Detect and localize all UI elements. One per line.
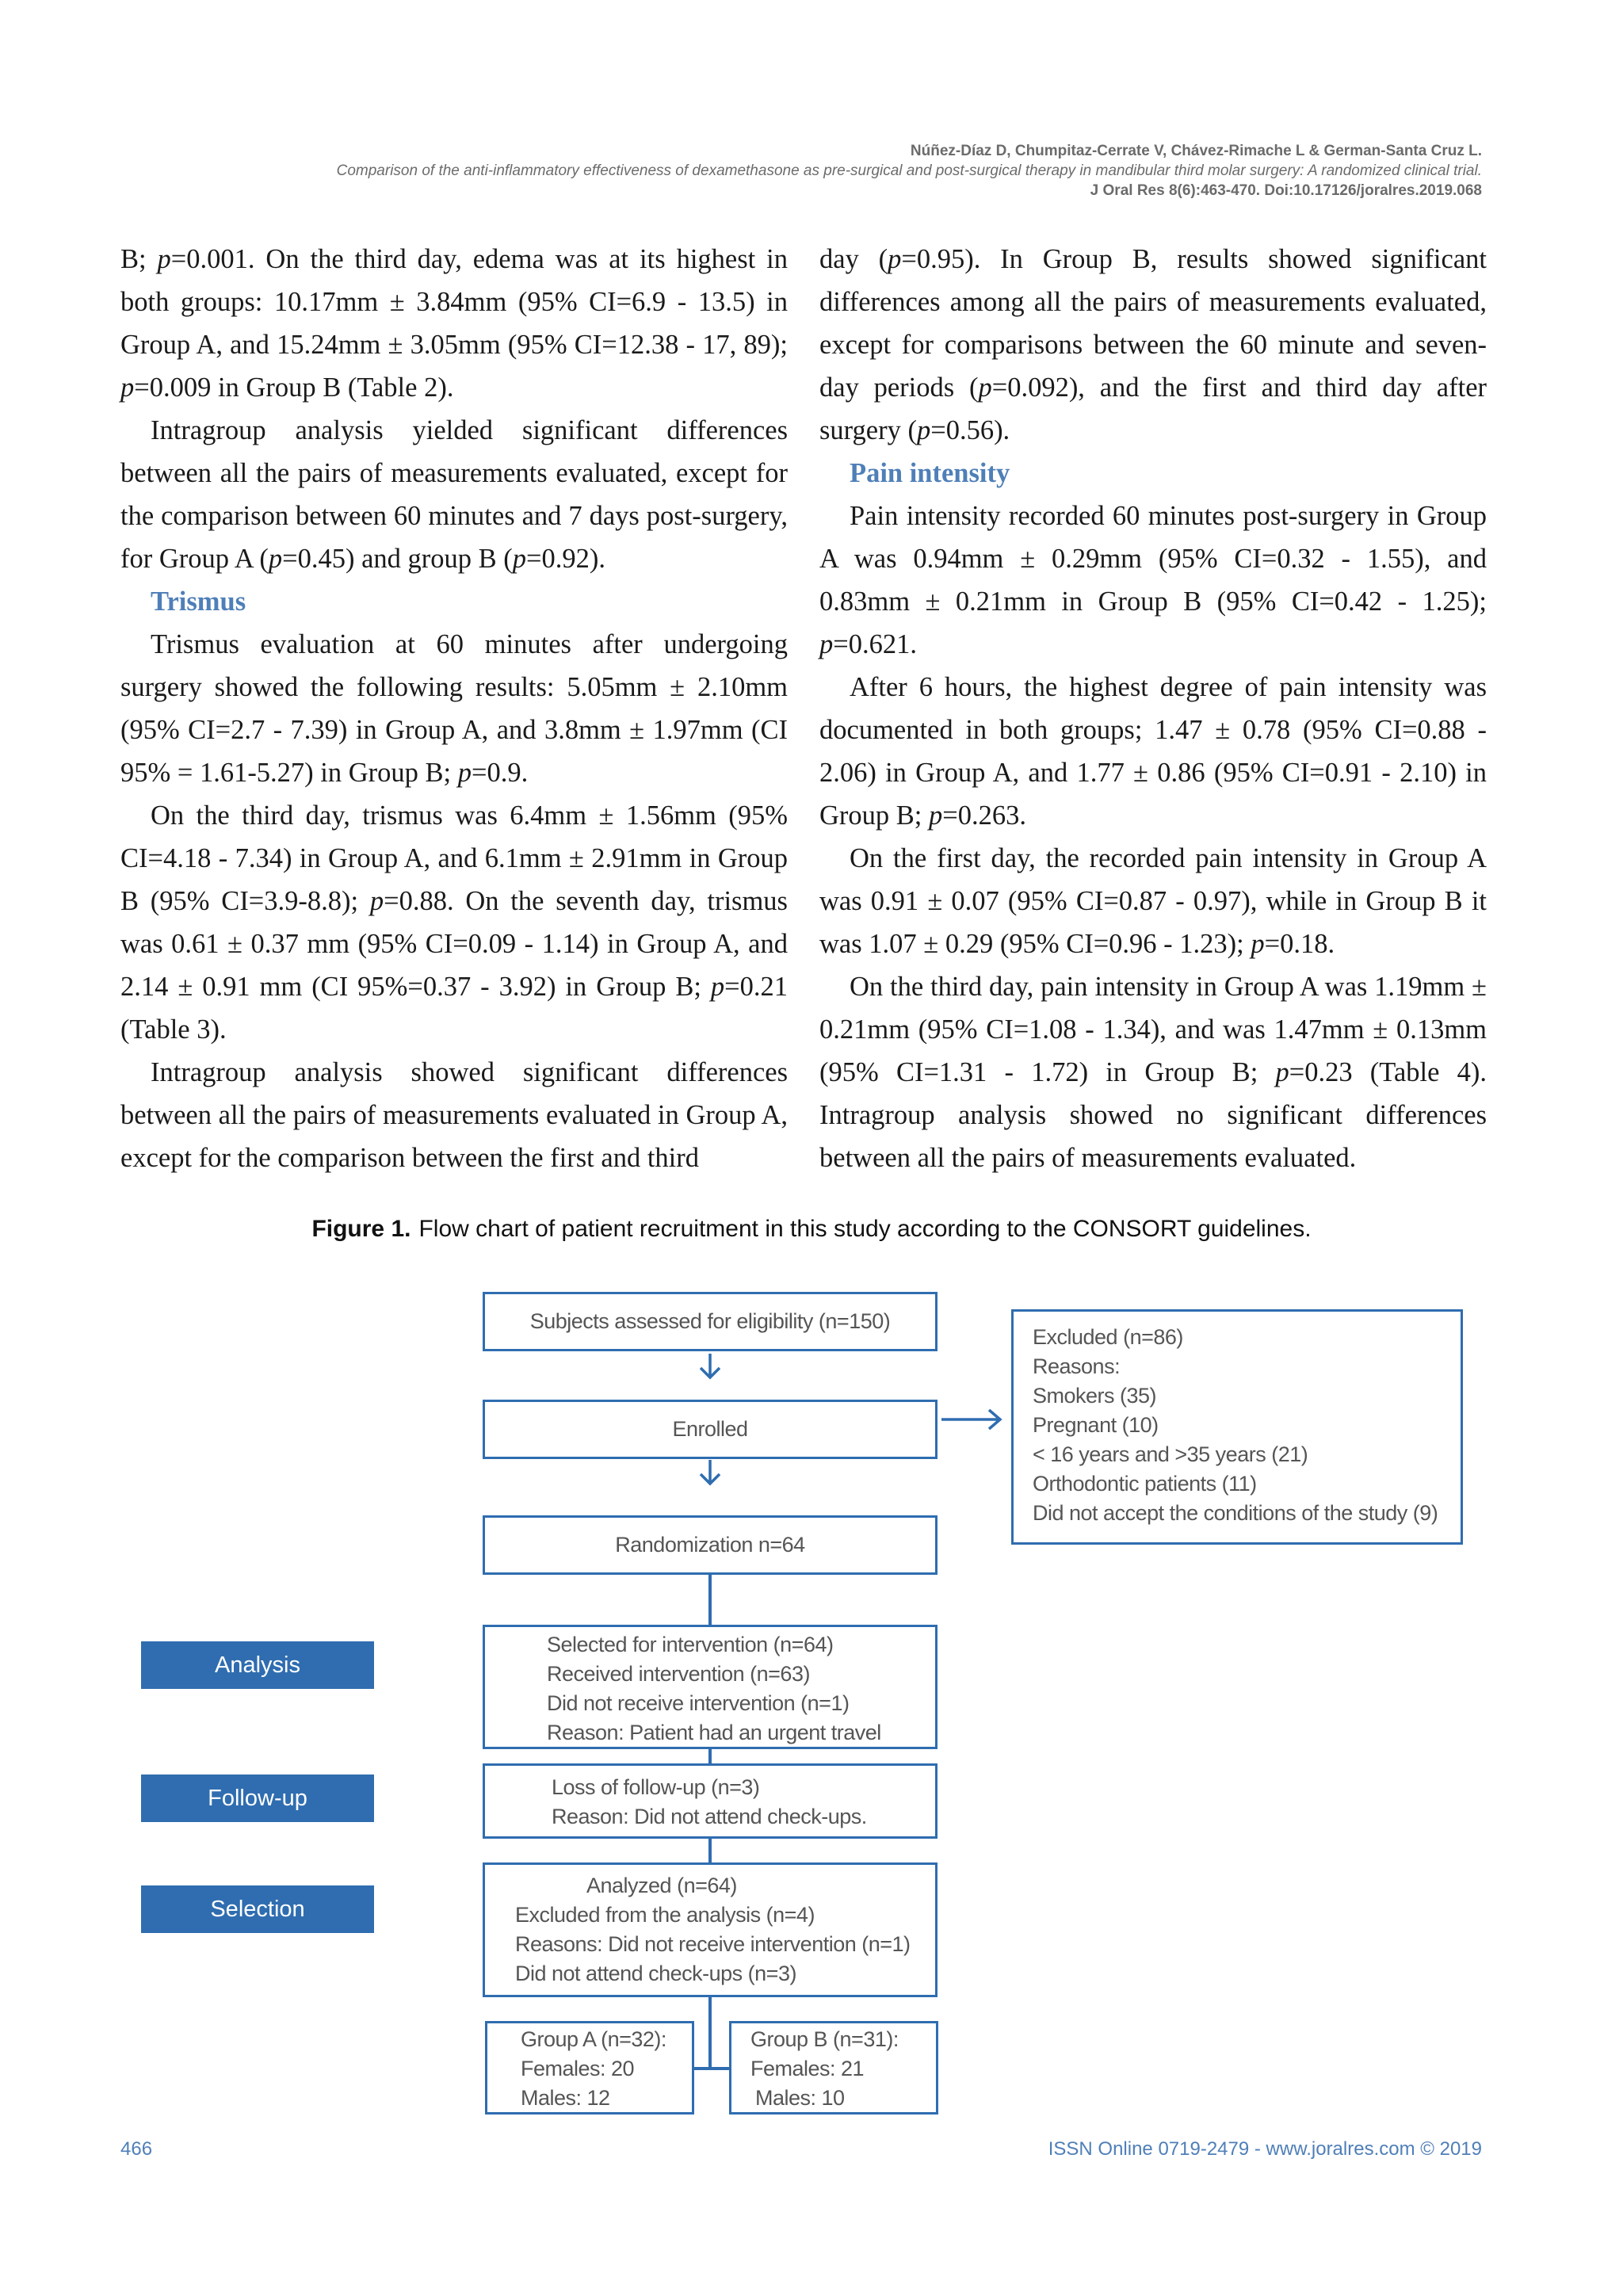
paragraph: After 6 hours, the highest degree of pain intensity was documented in both groups; 1.47 ± 0.78 (95% CI=0.88 - 2.06) in Group A, and 1.77 ± 0.86 (95% CI=0.91 - 2.10) in Group B; p=0.263. [819,672,1487,831]
followup-line: Loss of follow-up (n=3) [552,1775,760,1799]
group-a-line: Males: 12 [521,2086,610,2110]
right-column [819,238,1487,1179]
paragraph: Trismus evaluation at 60 minutes after undergoing surgery showed the following results: 5.05mm ± 2.10mm (95% CI=2.7 - 7.39) in Group A, and 3.8mm ± 1.97mm (CI 95% = 1.61-5.27) in Group B; p=0.9. [120,629,788,788]
connector-line [708,1996,712,2070]
left-column [120,238,788,1179]
group-b-line: Females: 21 [750,2057,865,2080]
figure-label: Figure 1. [311,1216,411,1242]
followup-line: Reason: Did not attend check-ups. [552,1805,867,1828]
excluded-line: Pregnant (10) [1033,1413,1159,1437]
figure-caption [0,1216,1623,1243]
box-group-b [729,2021,938,2115]
box-enrolled: Enrolled [483,1400,938,1459]
intervention-line: Did not receive intervention (n=1) [547,1691,850,1715]
group-a-line: Group A (n=32): [521,2027,666,2051]
excluded-line: Reasons: [1033,1354,1121,1378]
page-number: 466 [120,2138,153,2160]
intervention-line: Reason: Patient had an urgent travel [547,1721,881,1744]
side-label-follow-up: Follow-up [141,1775,374,1822]
side-label-selection: Selection [141,1885,374,1933]
excluded-line: Did not accept the conditions of the study (9) [1033,1501,1438,1525]
excluded-line: Smokers (35) [1033,1384,1157,1408]
box-randomization: Randomization n=64 [483,1515,938,1575]
figure-caption-text: Flow chart of patient recruitment in this study according to the CONSORT guidelines. [418,1216,1312,1242]
group-a-line: Females: 20 [521,2057,635,2080]
box-group-a [485,2021,694,2115]
paragraph: On the third day, pain intensity in Group A was 1.19mm ± 0.21mm (95% CI=1.08 - 1.34), and was 1.47mm ± 0.13mm (95% CI=1.31 - 1.72) in Group B; p=0.23 (Table 4). Intragroup analysis showed no significant differences between all the pairs of measurements evaluated. [819,972,1487,1173]
paragraph: On the third day, trismus was 6.4mm ± 1.56mm (95% CI=4.18 - 7.34) in Group A, and 6.1mm ± 2.91mm in Group B (95% CI=3.9-8.8); p=0.88. On the seventh day, trismus was 0.61 ± 0.37 mm (95% CI=0.09 - 1.14) in Group A, and 2.14 ± 0.91 mm (CI 95%=0.37 - 3.92) in Group B; p=0.21 (Table 3). [120,800,788,1045]
analyzed-line: Did not attend check-ups (n=3) [515,1962,796,1985]
header-citation: J Oral Res 8(6):463-470. Doi:10.17126/joralres.2019.068 [1090,182,1482,199]
analyzed-line: Excluded from the analysis (n=4) [515,1903,815,1927]
arrow-right-icon [938,1408,1005,1431]
excluded-line: < 16 years and >35 years (21) [1033,1442,1308,1466]
paragraph: Pain intensity recorded 60 minutes post-surgery in Group A was 0.94mm ± 0.29mm (95% CI=0.32 - 1.55), and 0.83mm ± 0.21mm in Group B (95% CI=0.42 - 1.25); p=0.621. [819,501,1487,659]
section-heading-trismus: Trismus [151,586,246,617]
paragraph: Intragroup analysis showed significant differences between all the pairs of measurements evaluated in Group A, except for the comparison between the first and third [120,1057,788,1173]
box-intervention [483,1625,938,1749]
analyzed-line: Analyzed (n=64) [586,1874,737,1897]
paragraph: day (p=0.95). In Group B, results showed significant differences among all the pairs of measurements evaluated, except for comparisons between the 60 minute and seven-day periods (p=0.092), and the first and third day after surgery (p=0.56). [819,244,1487,445]
arrow-down-icon [694,1350,726,1382]
box-follow-up [483,1763,938,1839]
box-analyzed [483,1862,938,1997]
section-heading-pain-intensity: Pain intensity [850,458,1010,488]
excluded-line: Excluded (n=86) [1033,1325,1183,1349]
box-assessed-eligibility: Subjects assessed for eligibility (n=150) [483,1292,938,1351]
side-label-analysis: Analysis [141,1641,374,1689]
paragraph: On the first day, the recorded pain intensity in Group A was 0.91 ± 0.07 (95% CI=0.87 - 0.97), while in Group B it was 1.07 ± 0.29 (95% CI=0.96 - 1.23); p=0.18. [819,843,1487,959]
header-subtitle: Comparison of the anti-inflammatory effectiveness of dexamethasone as pre-surgical and post-surgical therapy in mandibular third molar surgery: A randomized clinical trial. [336,162,1482,179]
paragraph: B; p=0.001. On the third day, edema was at its highest in both groups: 10.17mm ± 3.84mm (95% CI=6.9 - 13.5) in Group A, and 15.24mm ± 3.05mm (95% CI=12.38 - 17, 89); p=0.009 in Group B (Table 2). [120,244,788,403]
analyzed-line: Reasons: Did not receive intervention (n=1) [515,1932,911,1956]
intervention-line: Selected for intervention (n=64) [547,1633,834,1656]
connector-line [708,1837,712,1862]
box-excluded [1011,1309,1463,1545]
connector-line [693,2067,731,2070]
intervention-line: Received intervention (n=63) [547,1662,810,1686]
running-header [337,141,1482,201]
header-authors: Núñez-Díaz D, Chumpitaz-Cerrate V, Chávez-Rimache L & German-Santa Cruz L. [910,143,1482,159]
excluded-line: Orthodontic patients (11) [1033,1472,1257,1496]
paragraph: Intragroup analysis yielded significant differences between all the pairs of measurements evaluated, except for the comparison between 60 minutes and 7 days post-surgery, for Group A (p=0.45) and group B (p=0.92). [120,415,788,574]
footer-issn: ISSN Online 0719-2479 - www.joralres.com © 2019 [1048,2138,1482,2160]
group-b-line: Males: 10 [755,2086,845,2110]
arrow-down-icon [694,1457,726,1488]
group-b-line: Group B (n=31): [750,2027,899,2051]
